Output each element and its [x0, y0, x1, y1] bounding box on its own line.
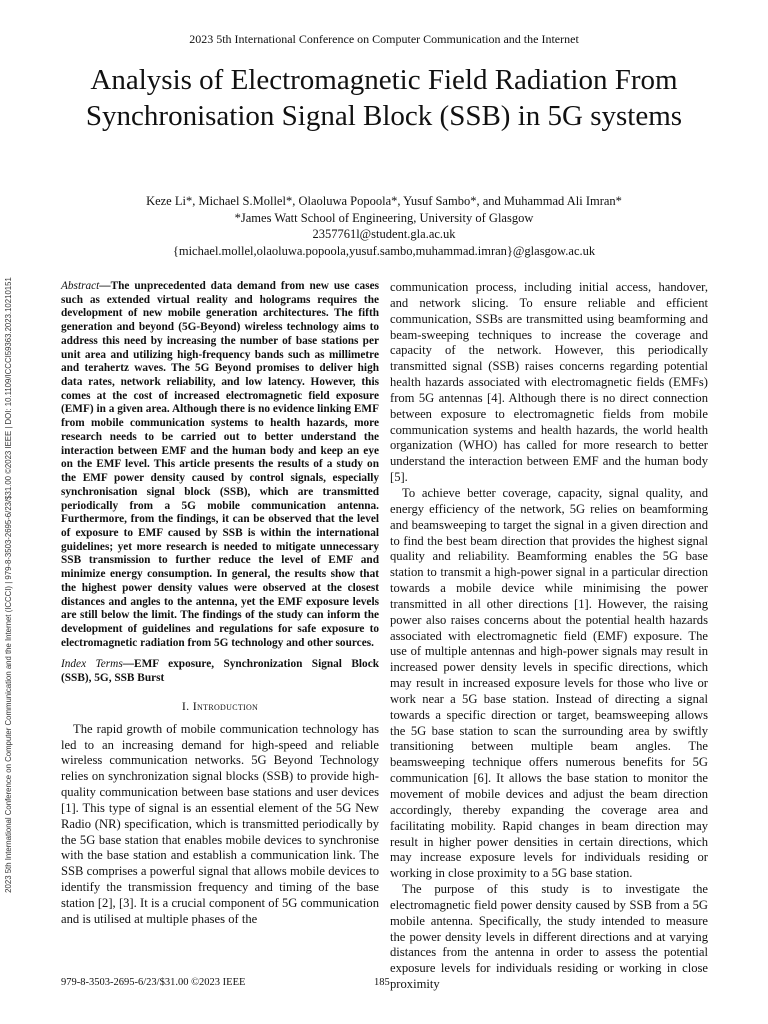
index-terms-text: —EMF exposure, Synchronization Signal Block (SSB), 5G, SSB Burst [61, 658, 379, 685]
side-doi-stamp: 2023 5th International Conference on Computer Communication and the Internet (ICCCI) | 979-8-3503-2695-6/23/$31.00 ©2023 IEEE | DOI: 10.1109/ICCCI59363.2023.10210151 [4, 277, 13, 893]
intro-paragraph-3: The purpose of this study is to investigate the electromagnetic field power density caused by SSB from a 5G mobile antenna. Specifically, the study intended to measure the power density levels in different directions and at varying distances from the antenna in order to assess the potential exposure levels for individuals residing or working in close proximity [390, 882, 708, 992]
intro-paragraph-1-continued: communication process, including initial access, handover, and network slicing. To ensure reliable and efficient communication, SSBs are transmitted using beamforming and beam-sweeping techniques to increase the coverage and capacity of the network. However, this periodically transmitted signal (SSB) raises concerns regarding potential health hazards associated with electromagnetic fields (EMFs) from 5G antennas [4]. Although there is no direct connection between exposure to electromagnetic fields from mobile communication systems and health hazards, the world health organization (WHO) has called for more research to better understand the interaction between EMF and the human body [5]. [390, 280, 708, 485]
author-email-student: 2357761l@student.gla.ac.uk [312, 227, 456, 241]
footer-copyright: 979-8-3503-2695-6/23/$31.00 ©2023 IEEE [61, 977, 246, 988]
paper-title [40, 62, 728, 134]
index-terms-lead: Index Terms [61, 658, 123, 671]
conference-header: 2023 5th International Conference on Computer Communication and the Internet [189, 32, 579, 46]
author-email-group: {michael.mollel,olaoluwa.popoola,yusuf.sambo,muhammad.imran}@glasgow.ac.uk [172, 243, 596, 258]
title-line-2: Synchronisation Signal Block (SSB) in 5G systems [85, 100, 683, 132]
abstract-text: —The unprecedented data demand from new use cases such as extended virtual reality and holograms requires the development of new mobile generation architectures. The fifth generation and beyond (5G-Beyond) wireless technology aims to address this need by increasing the number of base stations per unit area and utilizing high-frequency bands such as millimetre and terahertz waves. The 5G Beyond promises to deliver high data rates, network reliability, and low latency. However, this comes at the cost of increased electromagnetic field exposure (EMF) in a given area. Although there is no evidence linking EMF from mobile communication systems to health hazards, more research needs to be carried out to better understand the interaction between EMF and the human body and keep an eye on the EMF level. This article presents the results of a study on the EMF power density caused by control signals, especially synchronisation signal block (SSB), which are transmitted periodically from a 5G mobile communication antenna. Furthermore, from the findings, it can be observed that the level of exposure to EMF caused by SSB is within the international guidelines; yet more research is needed to mitigate unnecessary SSB transmission to further reduce the level of EMF and minimize energy consumption. In general, the results show that the highest power density values were observed at the closest distances and angles to the antenna, yet the EMF exposure levels are still below the limit. The findings of the study can inform the development of guidelines and regulations for safe exposure to electromagnetic radiation from 5G technology and other sources. [61, 280, 379, 649]
intro-paragraph-1: The rapid growth of mobile communication technology has led to an increasing demand for high-speed and reliable wireless communication networks. 5G Beyond Technology relies on synchronization signal blocks (SSB) to provide high-quality communication between base stations and user devices [1]. This type of signal is an essential element of the 5G New Radio (NR) specification, which is transmitted periodically by the 5G base station that enables mobile devices to synchronise with the base station and establish a communication link. The SSB comprises a powerful signal that allows mobile devices to identify the transmission frequency and timing of the base station [2], [3]. It is a crucial component of 5G communication and is utilised at multiple phases of the [61, 721, 379, 926]
author-names: Keze Li*, Michael S.Mollel*, Olaoluwa Popoola*, Yusuf Sambo*, and Muhammad Ali Imran* [146, 194, 622, 208]
title-line-1: Analysis of Electromagnetic Field Radiation From [90, 64, 678, 96]
author-block [40, 193, 728, 259]
page-number: 185 [374, 977, 390, 988]
section-number: I. [181, 698, 190, 713]
index-terms [61, 658, 379, 685]
abstract-lead: Abstract [61, 280, 100, 292]
author-affiliation: *James Watt School of Engineering, University of Glasgow [234, 210, 534, 225]
section-heading [61, 699, 379, 715]
right-column [390, 280, 708, 993]
intro-paragraph-2: To achieve better coverage, capacity, signal quality, and energy efficiency of the network, 5G relies on beamforming and beamsweeping to target the signal in a given direction and to find the best beam direction that provides the highest signal quality and reliability. Beamforming enables the 5G base station to transmit a high-power signal in a particular direction towards a mobile device while minimising the power transmitted in all other directions [1]. However, the raising power also raises concerns about the potential health hazards associated with electromagnetic field (EMF) exposure. The use of multiple antennas and high-power signals may result in increased power density levels in specific directions, which may result in increased exposure levels for those who live or work near a 5G base station. Instead of directing a signal towards a specific direction or target, beamsweeping allows the 5G base station to scan the surrounding area by swiftly transitioning between multiple beam angles. The beamsweeping technique offers numerous benefits for 5G communication [6]. It allows the base station to monitor the movement of mobile devices and adjust the beam direction accordingly, thereby expanding the coverage area and facilitating mobility. Rapid changes in beam direction may result in higher power densities in certain directions, which may increase exposure levels for individuals residing or working in close proximity to a 5G base station. [390, 485, 708, 881]
section-title: Introduction [192, 698, 259, 713]
left-column [61, 280, 379, 928]
abstract [61, 280, 379, 650]
